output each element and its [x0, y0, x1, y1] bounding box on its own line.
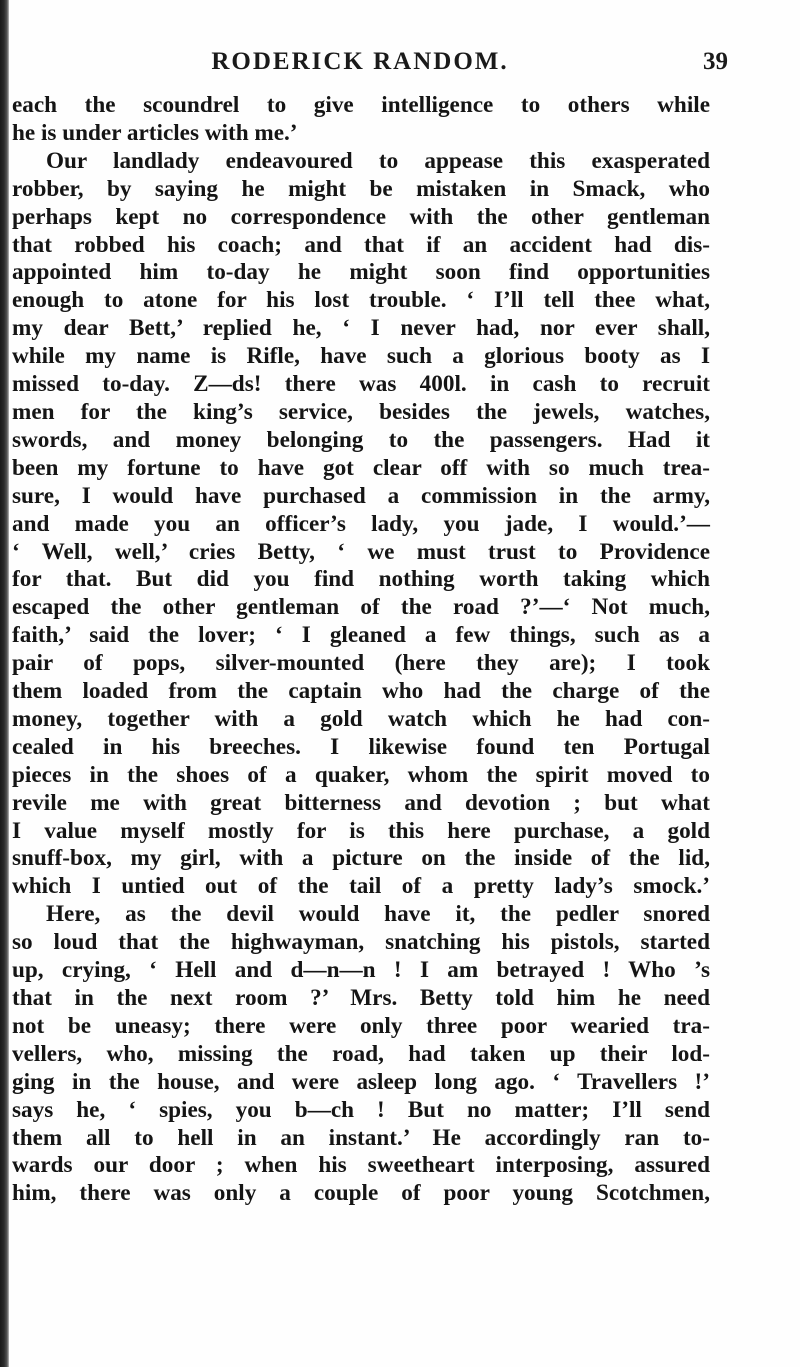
text-line: perhaps kept no correspondence with the other gentleman: [12, 203, 710, 230]
text-line: Here, as the devil would have it, the pedler snored: [46, 901, 710, 928]
text-line: pair of pops, silver-mounted (here they are); I took: [12, 650, 710, 677]
text-line: cealed in his breeches. I likewise found ten Portugal: [12, 733, 710, 760]
text-line: revile me with great bitterness and devotion ; but what: [12, 789, 710, 816]
text-line: I value myself mostly for is this here purchase, a gold: [12, 817, 710, 844]
text-line: pieces in the shoes of a quaker, whom the spirit moved to: [12, 761, 710, 788]
text-line: he is under articles with me.’: [12, 119, 298, 146]
text-line: money, together with a gold watch which he had con-: [12, 705, 710, 732]
body-text: [12, 92, 710, 1208]
page-number: 39: [703, 48, 728, 75]
text-line: appointed him to-day he might soon find opportunities: [12, 259, 710, 286]
text-line: him, there was only a couple of poor young Scotchmen,: [12, 1180, 710, 1207]
page-gutter-shadow: [0, 0, 9, 1367]
text-line: and made you an officer’s lady, you jade, I would.’—: [12, 510, 710, 537]
text-line: up, crying, ‘ Hell and d—n—n ! I am betrayed ! Who ’s: [12, 957, 710, 984]
text-line: been my fortune to have got clear off with so much trea-: [12, 454, 710, 481]
text-line: sure, I would have purchased a commission in the army,: [12, 482, 710, 509]
text-line: my dear Bett,’ replied he, ‘ I never had, nor ever shall,: [12, 315, 710, 342]
text-line: vellers, who, missing the road, had taken up their lod-: [12, 1040, 710, 1067]
text-line: swords, and money belonging to the passengers. Had it: [12, 426, 710, 453]
text-line: enough to atone for his lost trouble. ‘ I’ll tell thee what,: [12, 287, 710, 314]
text-line: while my name is Rifle, have such a glorious booty as I: [12, 343, 710, 370]
text-line: not be uneasy; there were only three poor wearied tra-: [12, 1012, 710, 1039]
text-line: faith,’ said the lover; ‘ I gleaned a few things, such as a: [12, 622, 710, 649]
running-title: RODERICK RANDOM.: [211, 48, 509, 75]
text-line: robber, by saying he might be mistaken in Smack, who: [12, 175, 710, 202]
running-head: [0, 48, 800, 88]
text-line: snuff-box, my girl, with a picture on the inside of the lid,: [12, 845, 710, 872]
text-line: ‘ Well, well,’ cries Betty, ‘ we must trust to Providence: [12, 538, 710, 565]
text-line: missed to-day. Z—ds! there was 400l. in cash to recruit: [12, 371, 710, 398]
text-line: so loud that the highwayman, snatching his pistols, started: [12, 929, 710, 956]
text-line: says he, ‘ spies, you b—ch ! But no matter; I’ll send: [12, 1096, 710, 1123]
text-line: that in the next room ?’ Mrs. Betty told him he need: [12, 985, 710, 1011]
text-line: them all to hell in an instant.’ He accordingly ran to-: [12, 1124, 710, 1151]
text-line: escaped the other gentleman of the road ?’—‘ Not much,: [12, 594, 710, 621]
text-line: for that. But did you find nothing worth taking which: [12, 566, 710, 593]
text-line: which I untied out of the tail of a pretty lady’s smock.’: [12, 873, 710, 900]
text-line: Our landlady endeavoured to appease this exasperated: [46, 147, 710, 174]
text-line: men for the king’s service, besides the jewels, watches,: [12, 398, 710, 425]
text-line: them loaded from the captain who had the charge of the: [12, 678, 710, 705]
text-line: ging in the house, and were asleep long ago. ‘ Travellers !’: [12, 1068, 710, 1095]
text-line: each the scoundrel to give intelligence to others while: [12, 92, 710, 118]
text-line: wards our door ; when his sweetheart interposing, assured: [12, 1152, 710, 1179]
text-line: that robbed his coach; and that if an accident had dis-: [12, 231, 710, 258]
